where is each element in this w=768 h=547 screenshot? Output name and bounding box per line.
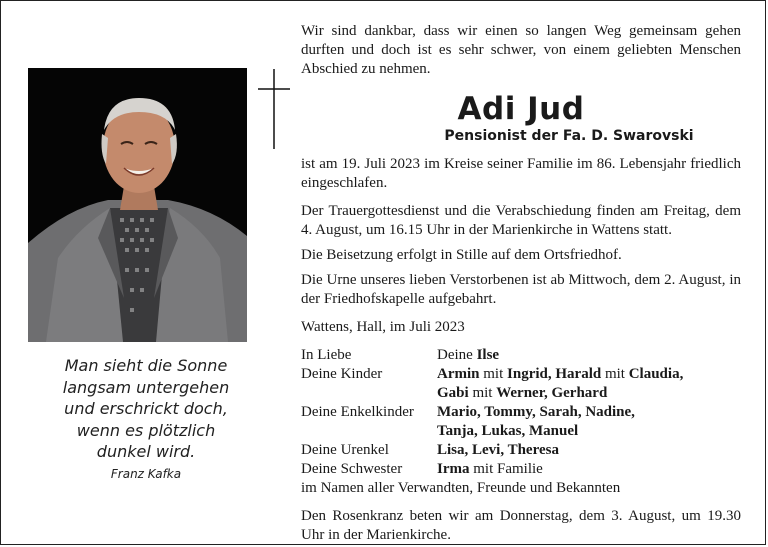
family-name: Tanja, Lukas, Manuel xyxy=(437,423,579,439)
quote-line: dunkel wird. xyxy=(96,442,196,461)
family-name: Mario, Tommy, Sarah, Nadine, xyxy=(437,404,635,420)
quote-line: wenn es plötzlich xyxy=(76,420,216,440)
family-row xyxy=(301,346,741,365)
family-text: mit Familie xyxy=(469,461,543,477)
portrait-photo xyxy=(28,68,247,342)
family-name: Lisa, Levi, Theresa xyxy=(437,442,559,458)
service-text: Der Trauergottesdienst und die Verabschiedung finden am Freitag, dem 4. August, um 16.15 Uhr in der Marienkirche in Wattens statt. xyxy=(301,203,741,238)
deceased-subtitle: Pensionist der Fa. D. Swarovski xyxy=(444,128,694,144)
death-text: ist am 19. Juli 2023 im Kreise seiner Familie im 86. Lebensjahr friedlich eingeschlafen. xyxy=(301,156,741,191)
quote xyxy=(19,355,273,463)
family-label: In Liebe xyxy=(301,347,352,363)
burial-text: Die Beisetzung erfolgt in Stille auf dem Ortsfriedhof. xyxy=(301,247,622,263)
family-row xyxy=(301,422,741,441)
urn-text: Die Urne unseres lieben Verstorbenen ist ab Mittwoch, dem 2. August, in der Friedhofskapelle aufgebahrt. xyxy=(301,272,741,307)
family-name: Ilse xyxy=(476,347,500,363)
family-label: Deine Schwester xyxy=(301,461,403,477)
quote-line: und erschrickt doch, xyxy=(64,399,228,418)
family-text: Deine xyxy=(437,347,477,363)
family-text: mit xyxy=(468,385,497,401)
family-row xyxy=(301,403,741,422)
family-text: mit xyxy=(601,366,629,382)
quote-line: Man sieht die Sonne xyxy=(64,356,228,375)
relatives-text: im Namen aller Verwandten, Freunde und Bekannten xyxy=(301,480,621,496)
deceased-name: Adi Jud xyxy=(457,91,585,127)
family-label: Deine Enkelkinder xyxy=(301,404,414,420)
family-row xyxy=(301,384,741,403)
family-label: Deine Kinder xyxy=(301,366,383,382)
quote-author: Franz Kafka xyxy=(110,467,182,481)
family-name: Irma xyxy=(437,461,470,477)
family-name: Werner, Gerhard xyxy=(496,385,608,401)
family-row xyxy=(301,441,741,460)
family-row xyxy=(301,460,741,479)
family-row xyxy=(301,365,741,384)
obituary-text xyxy=(301,22,741,545)
family-name: Ingrid, Harald xyxy=(507,366,602,382)
family-name: Claudia, xyxy=(628,366,684,382)
cross-icon xyxy=(257,69,291,149)
family-list xyxy=(301,346,741,498)
family-name: Gabi xyxy=(437,385,469,401)
family-label: Deine Urenkel xyxy=(301,442,389,458)
quote-line: langsam untergehen xyxy=(62,377,230,397)
place-date: Wattens, Hall, im Juli 2023 xyxy=(301,319,465,335)
family-text: mit xyxy=(479,366,508,382)
rosary-text: Den Rosenkranz beten wir am Donnerstag, dem 3. August, um 19.30 Uhr in der Marienkirche. xyxy=(301,508,741,543)
intro-text: Wir sind dankbar, dass wir einen so langen Weg gemeinsam gehen durften und doch ist es sehr schwer, von einem geliebten Menschen Abschied zu nehmen. xyxy=(301,23,741,77)
family-name: Armin xyxy=(437,366,480,382)
